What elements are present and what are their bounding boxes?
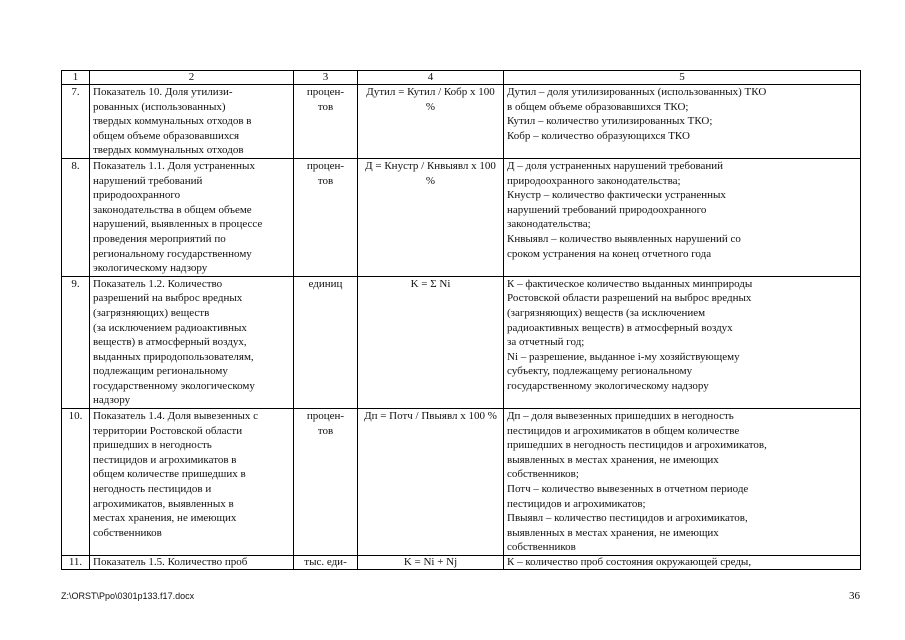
row-number: 11. (62, 556, 90, 570)
indicator-line: (загрязняющих) веществ (93, 306, 210, 319)
unit-of-measure (294, 409, 358, 556)
indicator-line: общем количестве пришедших в (93, 468, 246, 481)
unit-of-measure (294, 556, 358, 570)
table-header-row (62, 71, 861, 85)
indicator-line: (за исключением радиоактивных (93, 321, 247, 334)
indicator-line: веществ) в атмосферный воздух, (93, 336, 247, 349)
file-path: Z:\ORST\Ppo\0301p133.f17.docx (61, 591, 195, 601)
indicator-name (90, 409, 294, 556)
description-line: Пвыявл – количество пестицидов и агрохимикатов, (507, 512, 748, 525)
indicator-line: государственному экологическому (93, 379, 255, 392)
indicator-line: рованных (использованных) (93, 100, 226, 113)
indicator-line: региональному государственному (93, 247, 252, 260)
indicator-name (90, 85, 294, 159)
description-line: нарушений требований природоохранного (507, 203, 707, 216)
indicator-name (90, 158, 294, 276)
formula: Дутил = Кутил / Кобр x 100 % (358, 85, 504, 159)
indicator-line: природоохранного (93, 189, 181, 202)
description-line: собственников; (507, 468, 579, 481)
unit-line: процен- (306, 159, 345, 172)
table-row (62, 409, 861, 556)
unit-of-measure (294, 158, 358, 276)
description-line: природоохранного законодательства; (507, 174, 681, 187)
indicator-line: негодность пестицидов и (93, 483, 212, 496)
indicator-line: местах хранения, не имеющих (93, 512, 237, 525)
description-line: субъекту, подлежащему региональному (507, 365, 693, 378)
page-footer (61, 591, 860, 602)
indicator-line: надзору (93, 394, 131, 407)
table-row (62, 85, 861, 159)
description-line: Дутил – доля утилизированных (использованных) ТКО (507, 86, 767, 98)
description-line: Ростовской области разрешений на выброс вредных (507, 292, 752, 305)
header-cell-3: 3 (294, 71, 358, 85)
description-line: Потч – количество вывезенных в отчетном периоде (507, 483, 749, 496)
unit-line: единиц (308, 277, 343, 290)
formula: K = Ni + Nj (358, 556, 504, 570)
indicator-line: экологическому надзору (93, 262, 208, 275)
description-line: Дп – доля вывезенных пришедших в негодность (507, 410, 734, 423)
indicator-line: собственников (93, 526, 162, 539)
indicator-line: твердых коммунальных отходов (93, 144, 244, 157)
row-number: 9. (62, 276, 90, 408)
indicator-line: общем объеме образовавшихся (93, 129, 240, 142)
description-line: Д – доля устраненных нарушений требований (507, 159, 724, 172)
table-row (62, 158, 861, 276)
description-line: выявленных в местах хранения, не имеющих (507, 526, 719, 539)
indicator-line: агрохимикатов, выявленных в (93, 497, 234, 510)
description-line: законодательства; (507, 218, 591, 231)
header-cell-5: 5 (504, 71, 861, 85)
unit-line: процен- (306, 410, 345, 423)
formula-description (504, 85, 861, 159)
unit-of-measure (294, 85, 358, 159)
description-line: К – количество проб состояния окружающей среды, (507, 556, 752, 568)
indicator-line: нарушений, выявленных в процессе (93, 218, 263, 231)
table-row (62, 556, 861, 570)
table-row (62, 276, 861, 408)
unit-line: процен- (306, 86, 345, 98)
formula-description (504, 158, 861, 276)
description-line: пришедших в негодность пестицидов и агрохимикатов, (507, 439, 767, 452)
description-line: радиоактивных веществ) в атмосферный воздух (507, 321, 733, 334)
indicator-line: подлежащим региональному (93, 365, 228, 378)
indicator-name (90, 276, 294, 408)
formula: Д = Кнустр / Кнвыявл x 100 % (358, 158, 504, 276)
formula-description (504, 276, 861, 408)
formula-description (504, 409, 861, 556)
description-line: Кнвыявл – количество выявленных нарушений со (507, 232, 741, 245)
description-line: Кутил – количество утилизированных ТКО; (507, 115, 713, 128)
indicator-line: Показатель 1.2. Количество (93, 277, 223, 290)
unit-line: тов (317, 100, 334, 113)
description-line: в общем объеме образовавшихся ТКО; (507, 100, 689, 113)
unit-of-measure (294, 276, 358, 408)
header-cell-2: 2 (90, 71, 294, 85)
description-line: Ni – разрешение, выданное i-му хозяйствующему (507, 350, 740, 363)
indicator-line: твердых коммунальных отходов в (93, 115, 252, 128)
indicator-line: нарушений требований (93, 174, 203, 187)
description-line: пестицидов и агрохимикатов; (507, 497, 646, 510)
indicators-table (61, 70, 861, 570)
indicator-line: территории Ростовской области (93, 424, 243, 437)
indicator-line: проведения мероприятий по (93, 232, 226, 245)
row-number: 8. (62, 158, 90, 276)
indicator-line: выданных природопользователям, (93, 350, 254, 363)
indicator-line: Показатель 1.5. Количество проб (93, 556, 248, 568)
indicator-line: Показатель 1.1. Доля устраненных (93, 159, 255, 172)
row-number: 10. (62, 409, 90, 556)
page-number: 36 (849, 590, 860, 602)
description-line: собственников (507, 541, 576, 554)
description-line: сроком устранения на конец отчетного года (507, 247, 712, 260)
description-line: Кнустр – количество фактически устраненных (507, 189, 726, 202)
indicator-line: пестицидов и агрохимикатов в (93, 453, 237, 466)
indicator-name (90, 556, 294, 570)
unit-line: тыс. еди- (304, 556, 347, 568)
indicator-line: пришедших в негодность (93, 439, 212, 452)
header-cell-4: 4 (358, 71, 504, 85)
indicator-line: разрешений на выброс вредных (93, 292, 243, 305)
description-line: К – фактическое количество выданных минприроды (507, 277, 753, 290)
description-line: за отчетный год; (507, 336, 585, 349)
unit-line: тов (317, 424, 334, 437)
description-line: выявленных в местах хранения, не имеющих (507, 453, 719, 466)
row-number: 7. (62, 85, 90, 159)
unit-line: тов (317, 174, 334, 187)
formula: Дп = Потч / Пвыявл x 100 % (358, 409, 504, 556)
indicator-line: Показатель 10. Доля утилизи- (93, 86, 233, 98)
description-line: государственному экологическому надзору (507, 379, 709, 392)
formula-description (504, 556, 861, 570)
formula: K = Σ Ni (358, 276, 504, 408)
description-line: (загрязняющих) веществ (за исключением (507, 306, 706, 319)
indicator-line: законодательства в общем объеме (93, 203, 252, 216)
description-line: пестицидов и агрохимикатов в общем количестве (507, 424, 740, 437)
header-cell-1: 1 (62, 71, 90, 85)
indicator-line: Показатель 1.4. Доля вывезенных с (93, 410, 259, 423)
description-line: Кобр – количество образующихся ТКО (507, 129, 690, 142)
